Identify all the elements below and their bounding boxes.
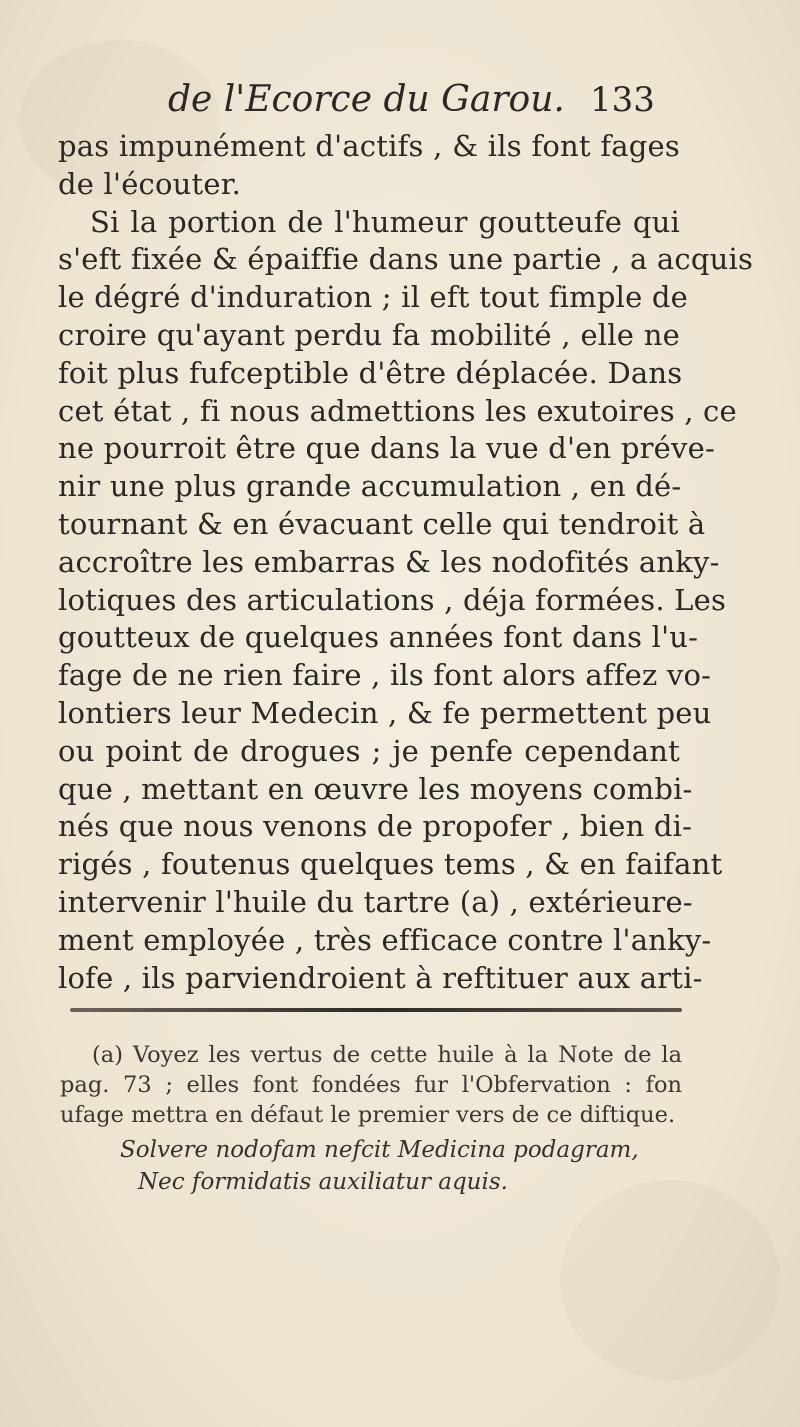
- page-header: [60, 76, 660, 124]
- text-line: ne pourroit être que dans la vue d'en préve-: [58, 431, 715, 466]
- text-line: ou point de drogues ; je penfe cependant: [58, 733, 680, 768]
- text-line: lontiers leur Medecin , & fe permettent peu: [58, 695, 712, 730]
- footnote-line: ufage mettra en défaut le premier vers de ce diftique.: [60, 1102, 676, 1128]
- text-line: intervenir l'huile du tartre (a) , extérieure-: [58, 884, 693, 919]
- footnote: [60, 1040, 682, 1130]
- text-line: nir une plus grande accumulation , en dé-: [58, 469, 682, 504]
- text-line: pas impunément d'actifs , & ils font fages: [58, 129, 680, 163]
- paper-stain: [560, 1180, 780, 1380]
- text-line: s'eft fixée & épaiffie dans une partie , a acquis: [58, 242, 754, 277]
- text-line: lofe , ils parviendroient à reftituer aux arti-: [58, 960, 703, 995]
- text-line: goutteux de quelques années font dans l'u-: [58, 620, 699, 655]
- main-text: [58, 128, 754, 997]
- text-line: tournant & en évacuant celle qui tendroit à: [58, 506, 706, 541]
- text-line: ment employée , très efficace contre l'anky-: [58, 922, 712, 957]
- text-line: nés que nous venons de propofer , bien di-: [58, 809, 693, 844]
- running-title: de l'Ecorce du Garou.: [168, 79, 565, 120]
- latin-distich: [120, 1134, 680, 1198]
- footnote-divider: [70, 1008, 682, 1012]
- text-line: Si la portion de l'humeur goutteufe qui: [90, 204, 680, 239]
- text-line: que , mettant en œuvre les moyens combi-: [58, 771, 693, 806]
- page-number: 133: [590, 80, 655, 120]
- text-line: lotiques des articulations , déja formées. Les: [58, 582, 727, 617]
- text-line: fage de ne rien faire , ils font alors affez vo-: [58, 658, 712, 693]
- text-line: cet état , fi nous admettions les exutoires , ce: [58, 393, 737, 428]
- text-line: croire qu'ayant perdu fa mobilité , elle ne: [58, 317, 680, 352]
- text-line: le dégré d'induration ; il eft tout fimple de: [58, 280, 688, 315]
- footnote-line: pag. 73 ; elles font fondées fur l'Obfervation : fon: [60, 1072, 682, 1098]
- text-line: foit plus fufceptible d'être déplacée. Dans: [58, 355, 683, 390]
- footnote-line: (a) Voyez les vertus de cette huile à la Note de la: [92, 1042, 682, 1068]
- verse-line-2: Nec formidatis auxiliatur aquis.: [138, 1169, 508, 1195]
- text-line: accroître les embarras & les nodofités anky-: [58, 544, 720, 579]
- verse-line-1: Solvere nodofam nefcit Medicina podagram,: [120, 1137, 639, 1163]
- text-line: de l'écouter.: [58, 166, 242, 201]
- text-line: rigés , foutenus quelques tems , & en faifant: [58, 847, 723, 882]
